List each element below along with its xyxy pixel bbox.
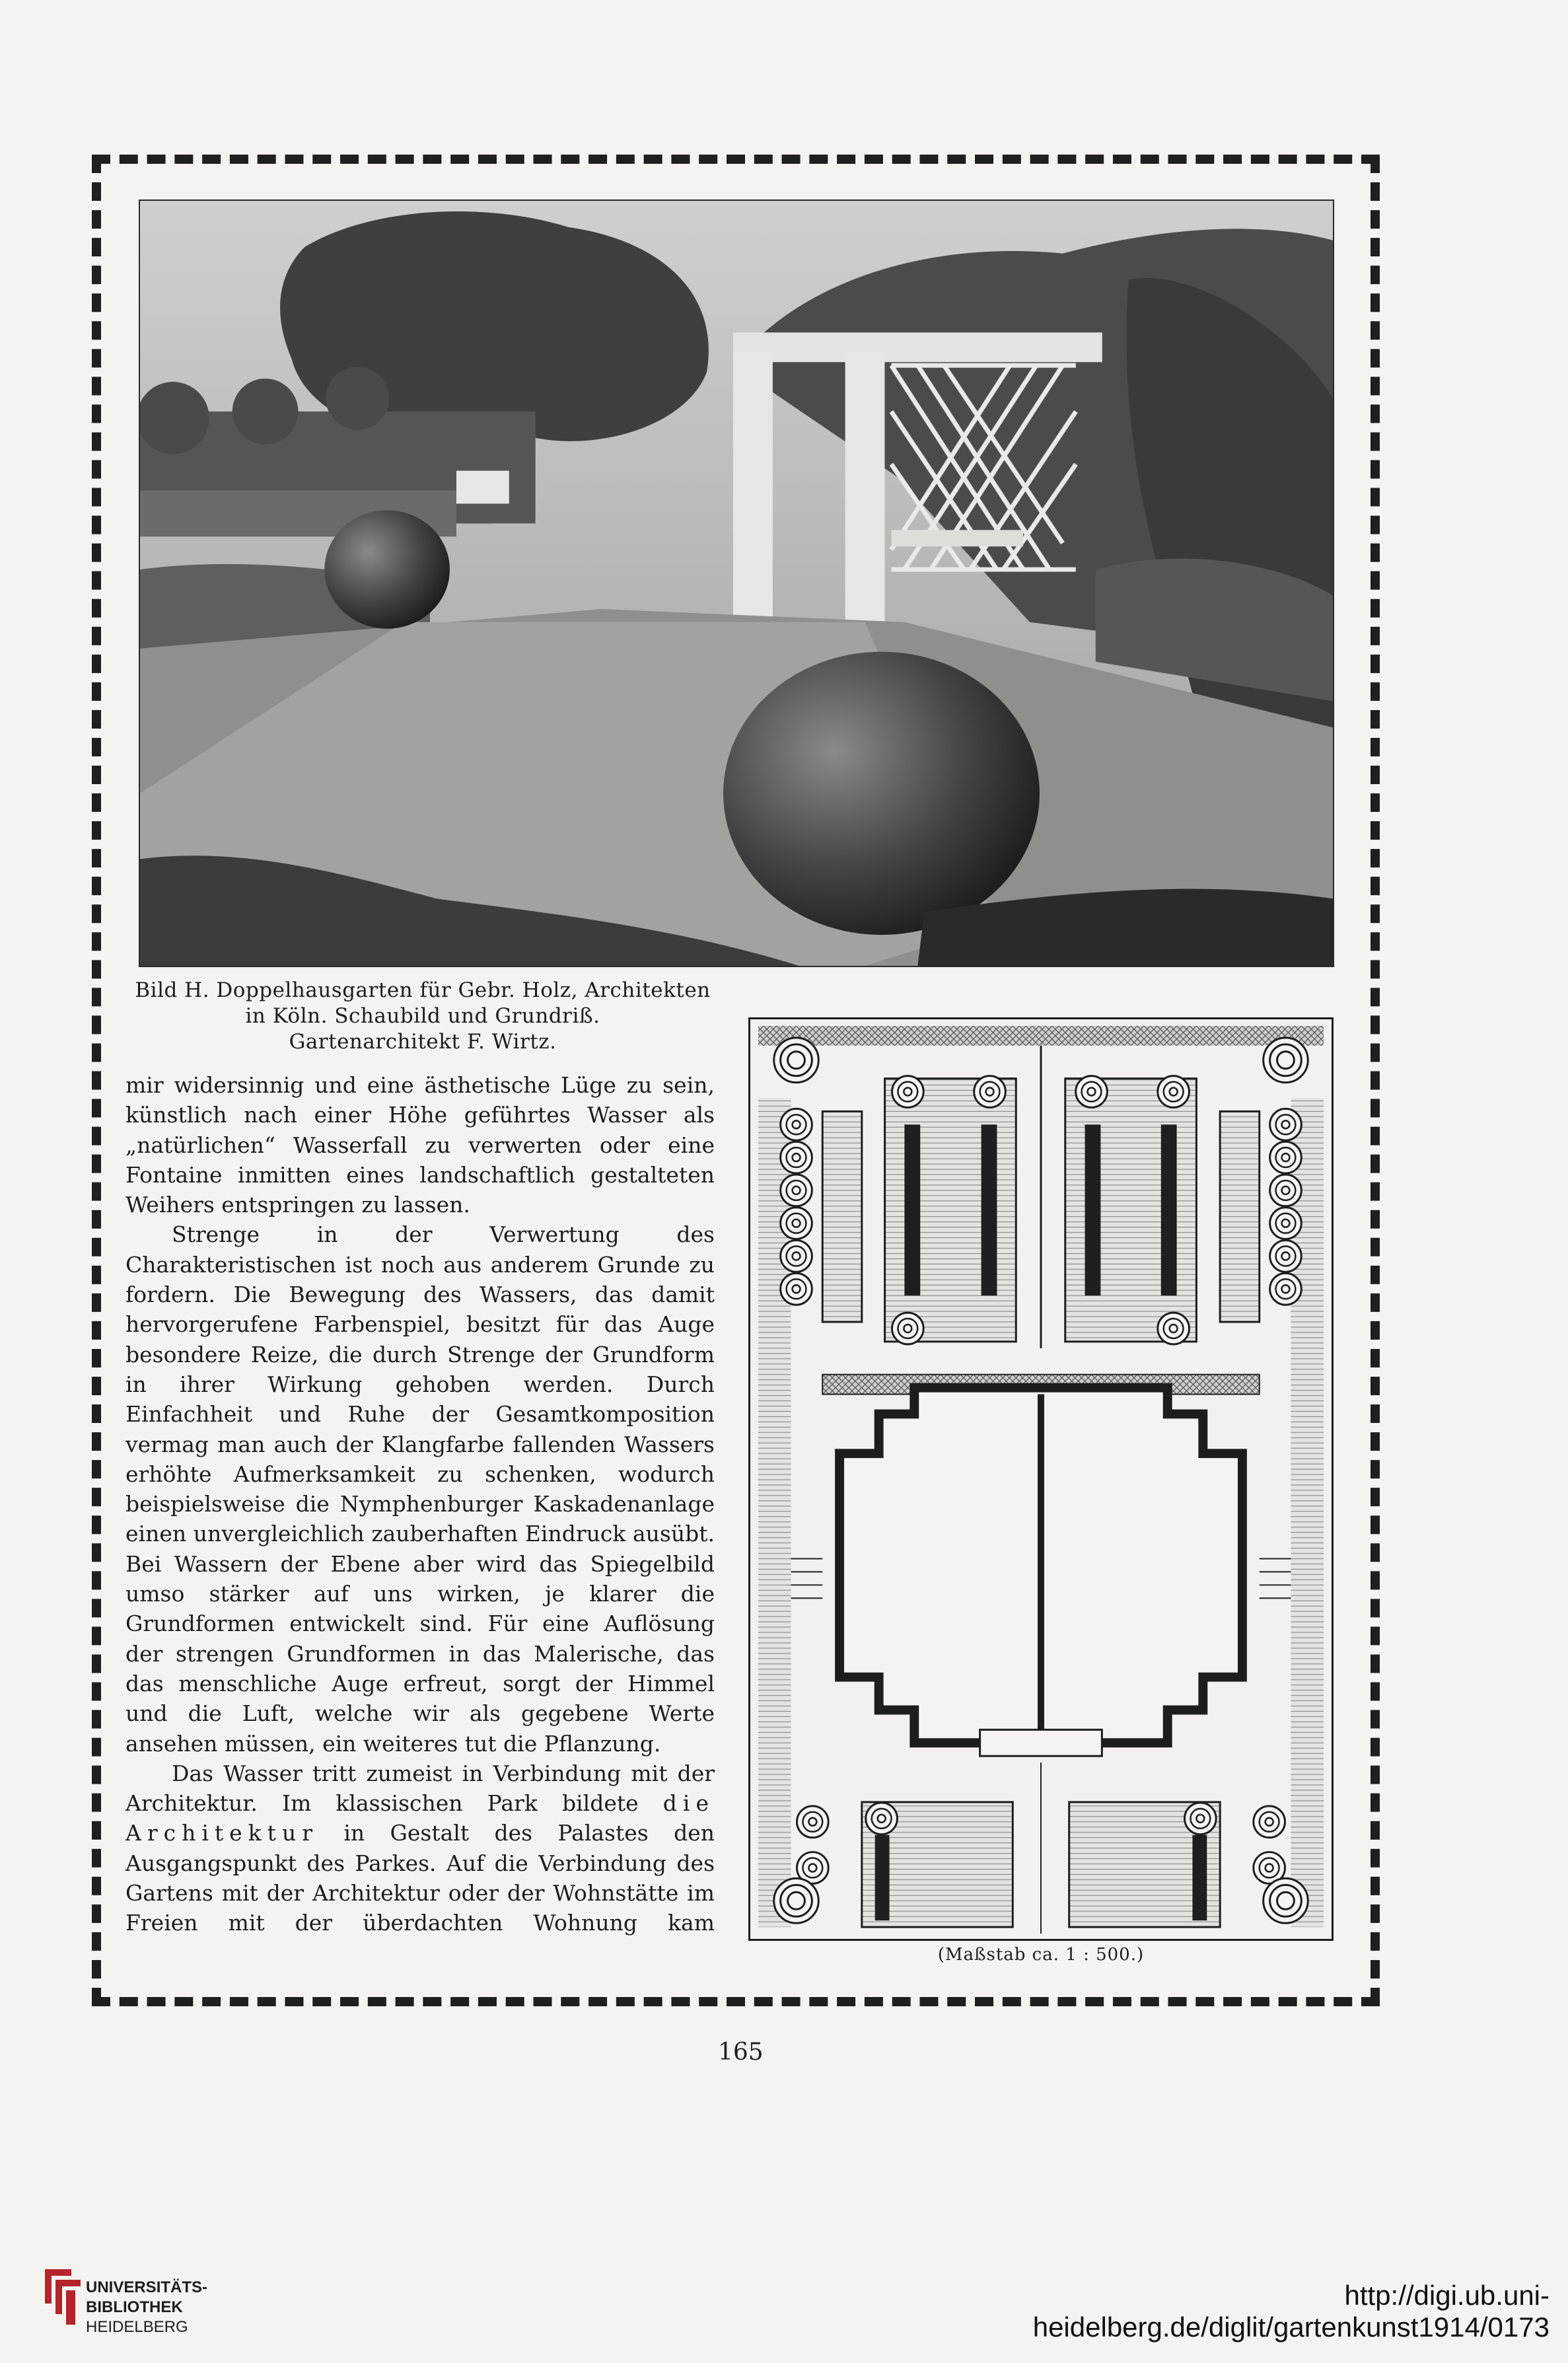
article-body — [125, 1070, 715, 1938]
source-url-link[interactable]: http://digi.ub.uni-heidelberg.de/diglit/gartenkunst1914/0173 — [1032, 2280, 1550, 2343]
library-line-3: HEIDELBERG — [86, 2318, 188, 2336]
garden-ground-plan — [748, 1017, 1334, 1941]
spaced-emphasis: die Architektur — [125, 1790, 715, 1846]
library-line-1: UNIVERSITÄTS- — [86, 2278, 208, 2296]
garden-photograph — [139, 200, 1334, 967]
paragraph-2: Strenge in der Verwertung des Charakteristischen ist noch aus anderem Grunde zu fordern. Die Bewegung des Wassers, das damit hervorgerufene Farbenspiel, besitzt für das Auge besondere Reize, die durch Strenge der Grundform in ihrer Wirkung gehoben werden. Durch Einfachheit und Ruhe der Gesamtkomposition vermag man auch der Klangfarbe fallenden Wassers erhöhte Aufmerksamkeit zu schenken, wodurch beispielsweise die Nymphenburger Kaskadenanlage einen unvergleichlich zauberhaften Eindruck ausübt. Bei Wassern der Ebene aber wird das Spiegelbild umso stärker auf uns wirken, je klarer die Grundformen entwickelt sind. Für eine Auflösung der strengen Grundformen in das Malerische, das das menschliche Auge erfreut, sorgt der Himmel und die Luft, welche wir als gegebene Werte ansehen müssen, ein weiteres tut die Pflanzung. — [125, 1221, 715, 1757]
page-number: 165 — [718, 2039, 764, 2066]
caption-line-1: Bild H. Doppelhausgarten für Gebr. Holz, Architekten — [135, 978, 711, 1002]
paragraph-3 — [125, 1759, 715, 1938]
figure-caption — [125, 978, 720, 1055]
plan-scale-label: (Maßstab ca. 1 : 500.) — [937, 1945, 1145, 1965]
paragraph-1: mir widersinnig und eine ästhetische Lüge zu sein, künstlich nach einer Höhe geführtes Wasser als „natürlichen“ Wasserfall zu verwerten oder eine Fontaine inmitten eines landschaftlich gestalteten Weihers entspringen zu lassen. — [125, 1072, 715, 1218]
caption-line-2: in Köln. Schaubild und Grundriß. — [245, 1004, 600, 1028]
library-line-2: BIBLIOTHEK — [86, 2298, 183, 2316]
library-name — [86, 2278, 207, 2337]
paragraph-3-end: in Gestalt des Palastes den Ausgangspunkt des Parkes. Auf die Verbindung des Gartens mit der Architektur oder der Wohnstätte im Freien mit der überdachten Wohnung kam — [125, 1820, 715, 1936]
caption-line-3: Gartenarchitekt F. Wirtz. — [289, 1030, 557, 1054]
paragraph-3-start: Das Wasser tritt zumeist in Verbindung mit der Architektur. Im klassischen Park bildete — [125, 1760, 715, 1817]
